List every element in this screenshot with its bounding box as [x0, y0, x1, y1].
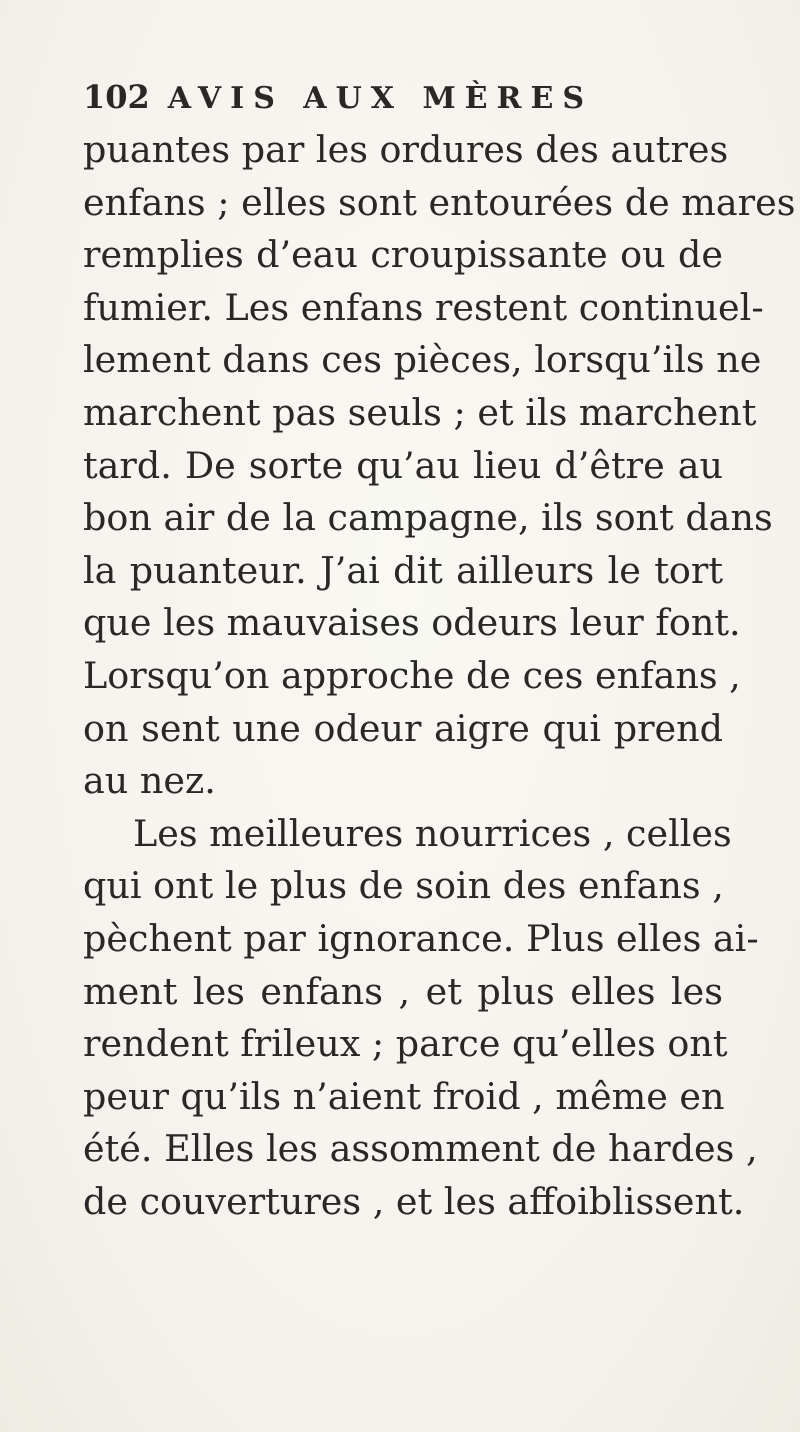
- text-line: tard. De sorte qu’au lieu d’être au: [83, 443, 723, 487]
- text-line: de couvertures , et les affoiblissent.: [83, 1179, 745, 1223]
- text-line: puantes par les ordures des autres: [83, 128, 729, 171]
- text-line: ment les enfans , et plus elles les: [83, 969, 723, 1013]
- text-line: au nez.: [83, 759, 216, 803]
- text-line: qui ont le plus de soin des enfans ,: [83, 864, 724, 908]
- text-line: peur qu’ils n’aient froid , même en: [83, 1074, 725, 1118]
- page-number: 102: [83, 78, 150, 116]
- text-line: la puanteur. J’ai dit ailleurs le tort: [83, 548, 723, 592]
- text-line: rendent frileux ; parce qu’elles ont: [83, 1022, 728, 1066]
- text-line: fumier. Les enfans restent continuel-: [83, 285, 764, 329]
- body-text: [83, 124, 796, 1228]
- text-line: lement dans ces pièces, lorsqu’ils ne: [83, 338, 762, 382]
- text-line: marchent pas seuls ; et ils marchent: [83, 390, 757, 434]
- text-line: été. Elles les assomment de hardes ,: [83, 1127, 758, 1171]
- text-line: Les meilleures nourrices , celles: [133, 811, 732, 855]
- text-line: remplies d’eau croupissante ou de: [83, 233, 723, 277]
- text-line: enfans ; elles sont entourées de mares: [83, 180, 796, 224]
- text-line: que les mauvaises odeurs leur font.: [83, 601, 741, 645]
- text-line: on sent une odeur aigre qui prend: [83, 706, 723, 750]
- text-line: Lorsqu’on approche de ces enfans ,: [83, 653, 741, 697]
- running-head: [83, 78, 703, 128]
- text-line: pèchent par ignorance. Plus elles ai-: [83, 916, 759, 960]
- text-line: bon air de la campagne, ils sont dans: [83, 496, 773, 540]
- running-title: AVIS AUX MÈRES: [167, 81, 594, 116]
